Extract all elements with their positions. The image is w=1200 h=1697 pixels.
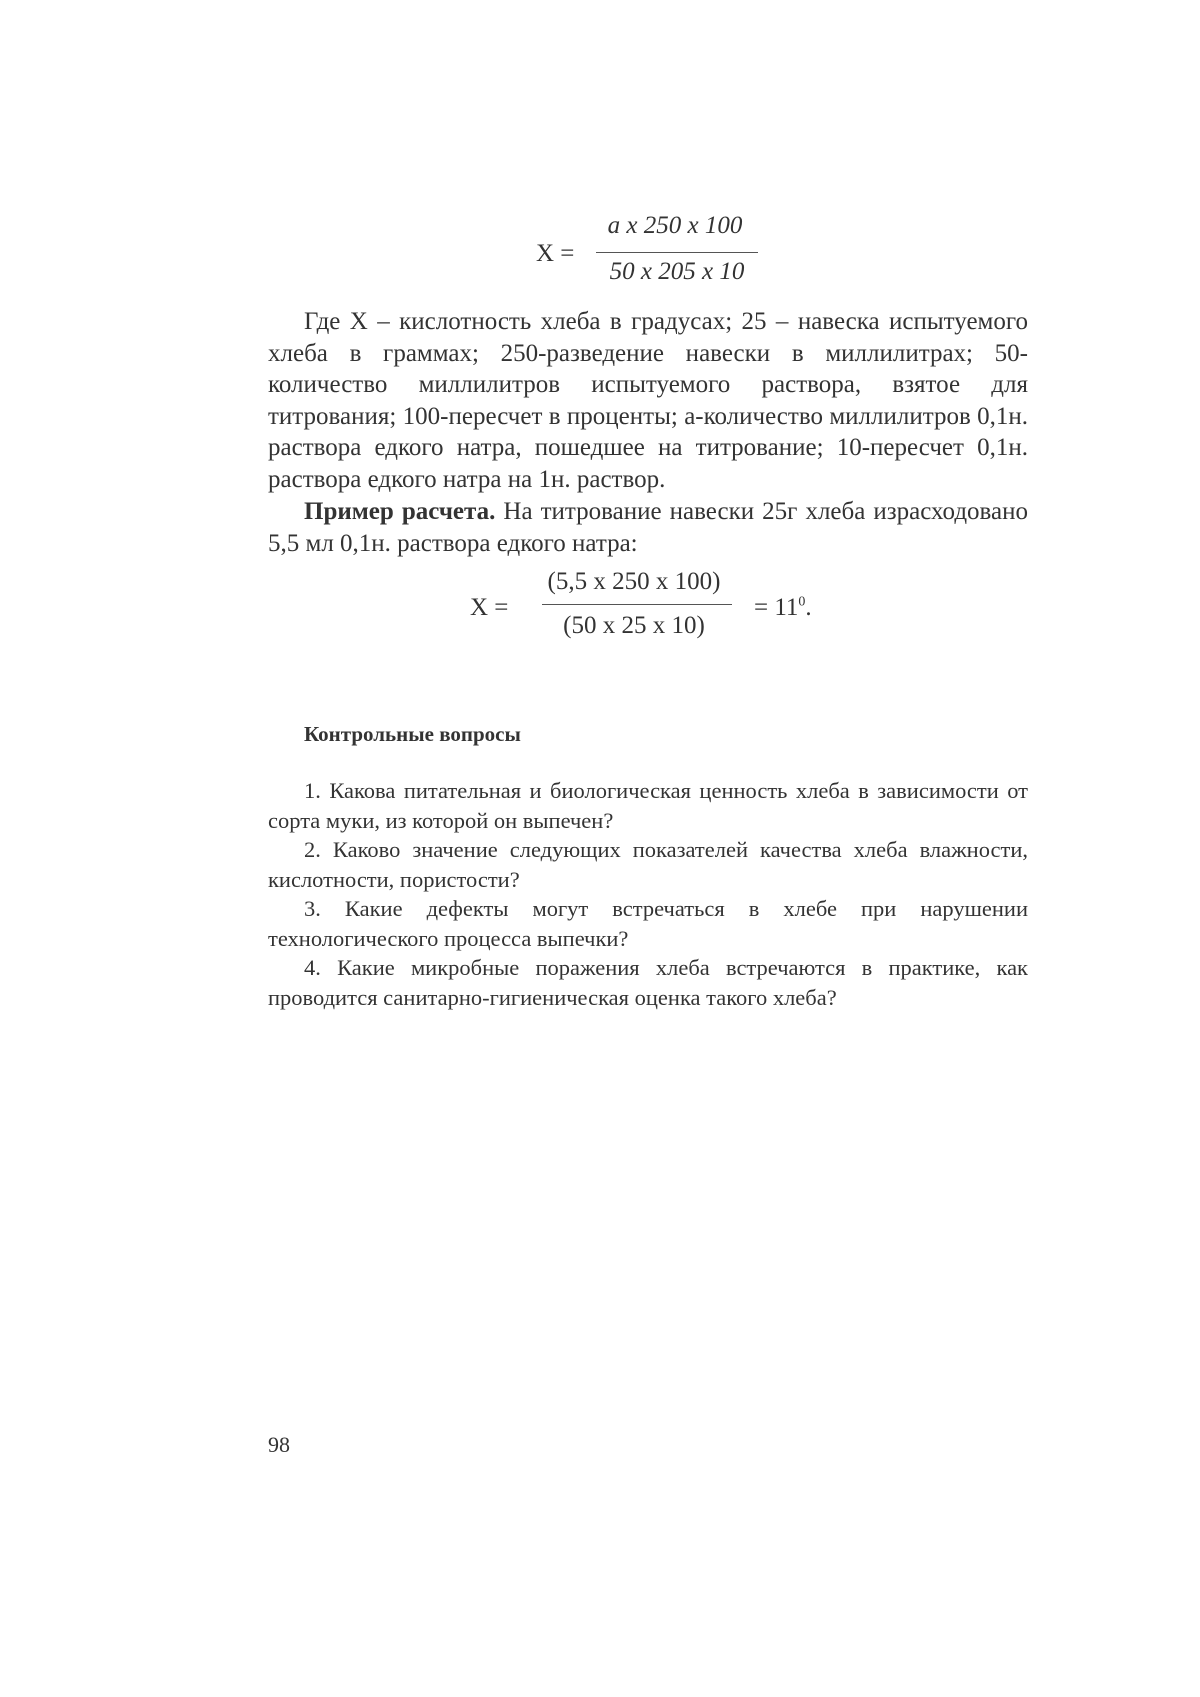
example-paragraph [268, 496, 1028, 559]
page-number: 98 [268, 1432, 290, 1457]
example-formula-numerator: (5,5 x 250 x 100) [547, 568, 721, 595]
fraction-bar [596, 252, 758, 253]
result-value: = 11 [754, 594, 799, 621]
example-formula-denominator: (50 x 25 x 10) [563, 612, 705, 639]
formula-explanation: Где X – кислотность хлеба в градусах; 25 – навеска испытуемого хлеба в граммах; 250-разведение навески в миллилитрах; 50-количество миллилитров испытуемого раствора, взятое для титрования; 100-пересчет в проценты; а-количество миллилитров 0,1н. раствора едкого натра, пошедшее на титрование; 10-пересчет 0,1н. раствора едкого натра на 1н. раствор. [268, 308, 1028, 493]
example-lead: Пример расчета. [304, 498, 496, 525]
question-item: 3. Какие дефекты могут встречаться в хлебе при нарушении технологического процесса выпечки? [268, 896, 1028, 951]
result-degree: 0 [798, 594, 806, 610]
formula-numerator: a x 250 x 100 [607, 212, 743, 239]
example-formula-result [754, 594, 812, 622]
result-tail: . [805, 594, 812, 621]
question-item: 2. Каково значение следующих показателей качества хлеба влажности, кислотности, пористости? [268, 837, 1028, 892]
example-formula [470, 568, 830, 648]
example-fraction-bar [542, 604, 732, 605]
example-text: На титрование навески 25г хлеба израсходовано 5,5 мл 0,1н. раствора едкого натра: [268, 498, 1028, 557]
question-item: 4. Какие микробные поражения хлеба встречаются в практике, как проводится санитарно-гигиеническая оценка такого хлеба? [268, 955, 1028, 1010]
questions-list [268, 776, 1028, 1012]
formula-denominator: 50 x 205 x 10 [609, 258, 745, 285]
example-formula-lhs: X = [470, 594, 509, 621]
formula-lhs: X = [536, 240, 575, 267]
section-title: Контрольные вопросы [304, 722, 521, 746]
question-item: 1. Какова питательная и биологическая ценность хлеба в зависимости от сорта муки, из которой он выпечен? [268, 778, 1028, 833]
acidity-formula [536, 212, 766, 294]
